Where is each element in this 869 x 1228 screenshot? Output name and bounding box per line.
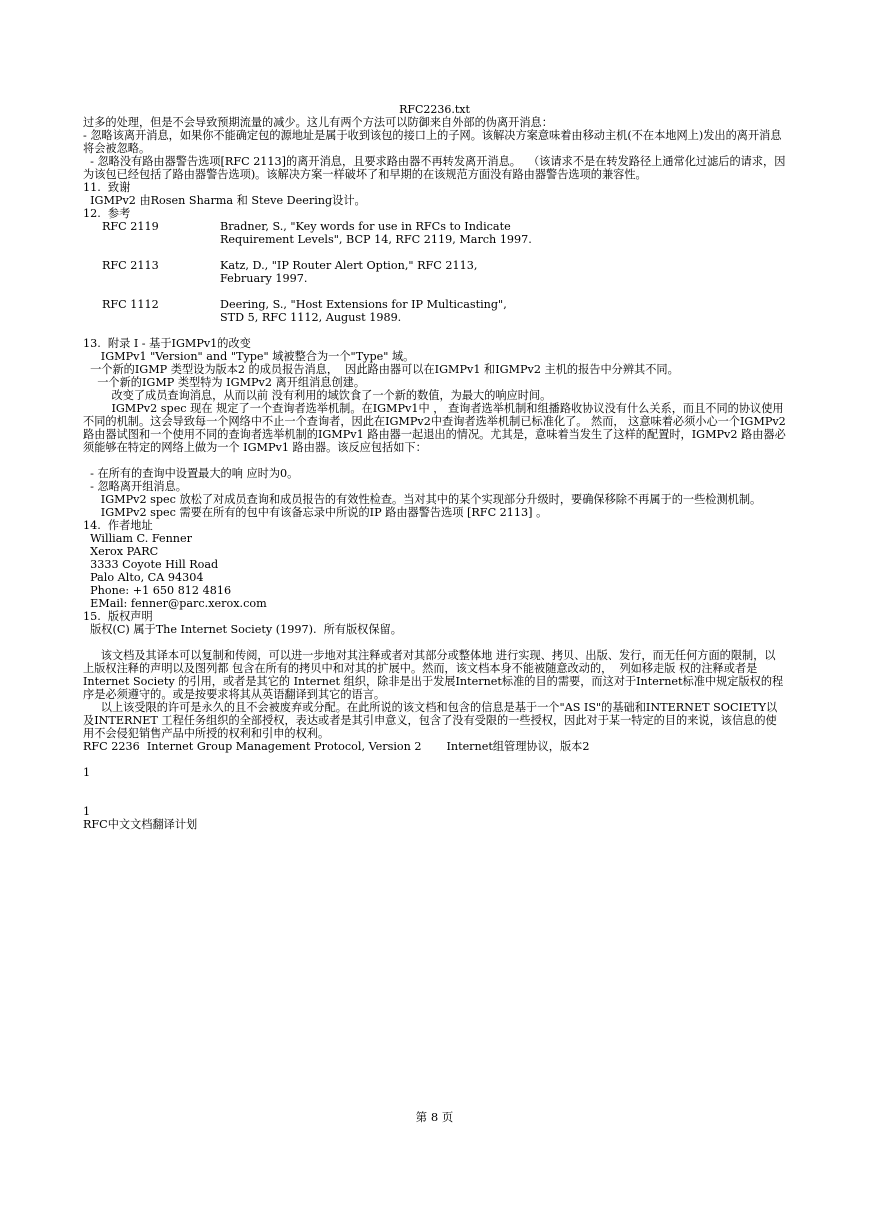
page-footer: 第 8 页 xyxy=(415,1110,454,1124)
copyright-paragraph: 该文档及其译本可以复制和传阅，可以进一步地对其注释或者对其部分或整体地 进行实现、拷贝、出版、发行，而无任何方面的限制，以上版权注释的声明以及图列都 包含在所有的拷贝中和对其的扩展中。然而，该文档本身不能被随意改动的， 列如移走版 权的注释或者是Internet Society 的引用，或者是其它的 Internet 组织，除非是出于发展Internet标准的目的需要，而这对于Internet标准中规定版权的程序是必须遵守的。或是按要求将其从英语翻译到其它的语言。 xyxy=(83,649,784,701)
reference-id: RFC 2113 xyxy=(102,259,159,272)
section-13-paragraph: IGMPv2 spec 放松了对成员查询和成员报告的有效性检查。当对其中的某个实现部分升级时，要确保移除不再属于的一些检测机制。 xyxy=(83,493,762,506)
section-13-paragraph: IGMPv2 spec 现在 规定了一个查询者选举机制。在IGMPv1中 ， 查询者选举机制和组播路收协议没有什么关系，而且不同的协议使用不同的机制。这会导致每一个网络中不止一个查询者，因此在IGMPv2中查询者选举机制已标准化了。 然而， 这意味着必须小心一个IGMPv2 路由器试图和一个使用不同的查询者选举机制的IGMPv1 路由器一起退出的情况。尤其是，意味着当发生了这样的配置时，IGMPv2 路由器必须能够在特定的网络上做为一个 IGMPv1 路由器。该反应包括如下： xyxy=(83,402,790,454)
section-13-bullet: - 在所有的查询中设置最大的响 应时为0。 xyxy=(83,467,299,480)
section-13-bullet: - 忽略离开组消息。 xyxy=(83,480,187,493)
section-13-line: 一个新的IGMP 类型特为 IGMPv2 离开组消息创建。 xyxy=(83,376,366,389)
author-organization: Xerox PARC xyxy=(83,545,159,558)
intro-bullet-2: - 忽略没有路由器警告选项[RFC 2113]的离开消息，且要求路由器不再转发离开消息。 （该请求不是在转发路径上通常化过滤后的请求，因为该包已经包括了路由器警告选项)。该解决方案一样破坏了和早期的在该规范方面没有路由器警告选项的兼容性。 xyxy=(83,155,786,181)
document-body xyxy=(83,116,790,831)
intro-bullet-1: - 忽略该离开消息，如果你不能确定包的源地址是属于收到该包的接口上的子网。该解决方案意味着由移动主机(不在本地网上)发出的离开消息将会被忽略。 xyxy=(83,129,782,155)
reference-id: RFC 1112 xyxy=(102,298,159,311)
section-13-line: IGMPv1 "Version" and "Type" 域被整合为一个"Type" 域。 xyxy=(83,350,415,363)
reference-entry xyxy=(83,298,786,324)
section-14-heading: 14. 作者地址 xyxy=(83,519,153,532)
author-street: 3333 Coyote Hill Road xyxy=(83,558,219,571)
section-11-text: IGMPv2 由Rosen Sharma 和 Steve Deering设计。 xyxy=(83,194,366,207)
reference-entry xyxy=(83,220,786,246)
section-13-line: 改变了成员查询消息，从而以前 没有利用的域饮食了一个新的数值，为最大的响应时间。 xyxy=(83,389,552,402)
section-13-line: IGMPv2 spec 需要在所有的包中有该备忘录中所说的IP 路由器警告选项 [RFC 2113] 。 xyxy=(83,506,548,519)
author-city: Palo Alto, CA 94304 xyxy=(83,571,204,584)
section-11-heading: 11. 致谢 xyxy=(83,181,131,194)
section-12-heading: 12. 参考 xyxy=(83,207,131,220)
reference-text: STD 5, RFC 1112, August 1989. xyxy=(220,311,402,324)
intro-paragraph: 过多的处理，但是不会导致预期流量的减少。这儿有两个方法可以防御来自外部的伪离开消息： xyxy=(83,116,553,129)
page-number-marker: 1 xyxy=(83,805,91,818)
section-15-heading: 15. 版权声明 xyxy=(83,610,153,623)
reference-text: Requirement Levels", BCP 14, RFC 2119, March 1997. xyxy=(220,233,532,246)
author-name: William C. Fenner xyxy=(83,532,192,545)
reference-text: Katz, D., "IP Router Alert Option," RFC 2113, xyxy=(220,259,478,272)
copyright-paragraph: 以上该受限的许可是永久的且不会被废弃或分配。在此所说的该文档和包含的信息是基于一个"AS IS"的基础和INTERNET SOCIETY以及INTERNET 工程任务组织的全部授权，表达或者是其引申意义，包含了没有受限的一些授权，因此对于某一特定的目的来说，该信息的使用不会侵犯销售产品中所授的权利和引申的权利。 xyxy=(83,701,778,740)
reference-text: Bradner, S., "Key words for use in RFCs to Indicate xyxy=(220,220,511,233)
project-name: RFC中文文档翻译计划 xyxy=(83,818,198,831)
section-13-heading: 13. 附录 I - 基于IGMPv1的改变 xyxy=(83,337,251,350)
running-footer: RFC 2236 Internet Group Management Protocol, Version 2 Internet组管理协议，版本2 xyxy=(83,740,590,753)
author-email: EMail: fenner@parc.xerox.com xyxy=(83,597,267,610)
document-header: RFC2236.txt xyxy=(399,103,470,116)
copyright-line: 版权(C) 属于The Internet Society (1997). 所有版权保留。 xyxy=(83,623,402,636)
page-number-marker: 1 xyxy=(83,766,91,779)
section-13-line: 一个新的IGMP 类型设为版本2 的成员报告消息， 因此路由器可以在IGMPv1 和IGMPv2 主机的报告中分辨其不同。 xyxy=(83,363,679,376)
reference-id: RFC 2119 xyxy=(102,220,159,233)
reference-text: February 1997. xyxy=(220,272,308,285)
reference-list xyxy=(83,220,786,324)
reference-entry xyxy=(83,259,786,285)
reference-text: Deering, S., "Host Extensions for IP Multicasting", xyxy=(220,298,507,311)
author-phone: Phone: +1 650 812 4816 xyxy=(83,584,232,597)
